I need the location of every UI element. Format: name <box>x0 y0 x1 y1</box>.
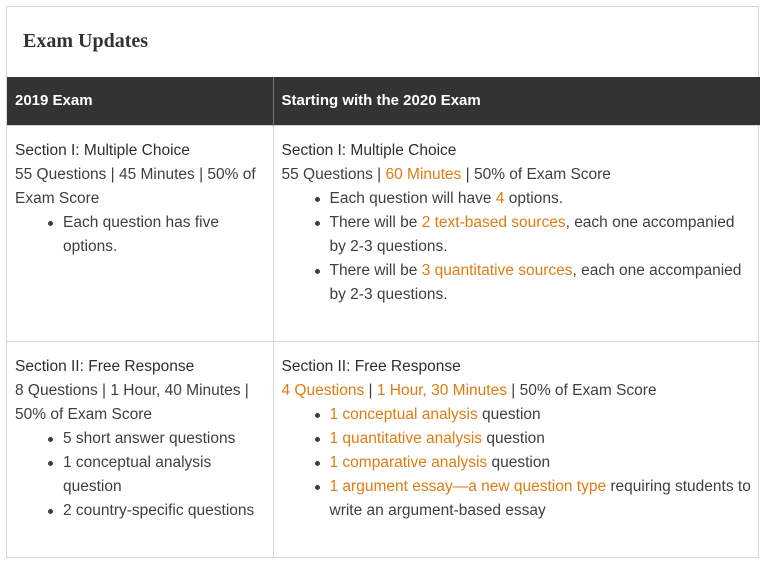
item-text: question <box>482 429 545 447</box>
item-text: There will be <box>329 261 422 279</box>
item-highlight: 1 conceptual analysis <box>329 405 478 423</box>
item-highlight: 1 comparative analysis <box>329 453 488 471</box>
cell-2020-section-1 <box>273 125 760 341</box>
item-text: Each question will have <box>329 189 496 207</box>
bullet-list <box>15 211 265 259</box>
item-highlight: 2 text-based sources <box>421 213 566 231</box>
item-text: options. <box>504 189 564 207</box>
meta-text: 55 Questions | <box>281 165 386 183</box>
item-text: question <box>487 453 551 471</box>
list-item <box>330 403 753 427</box>
section-title: Section I: Multiple Choice <box>15 141 190 159</box>
table-row <box>7 341 760 557</box>
item-text: , each one accompanied by 2-3 questions. <box>329 213 735 255</box>
bullet-list <box>282 403 753 523</box>
section-meta <box>282 379 753 403</box>
list-item: 2 country-specific questions <box>63 499 265 523</box>
list-item: 5 short answer questions <box>63 427 265 451</box>
meta-text: | 50% of Exam Score <box>461 165 611 183</box>
list-item <box>330 475 753 523</box>
section-title: Section I: Multiple Choice <box>281 141 457 159</box>
meta-highlight: 1 Hour, 30 Minutes <box>376 381 507 399</box>
meta-text: | <box>364 381 377 399</box>
cell-2019-section-1 <box>7 125 273 341</box>
table-row <box>7 125 760 341</box>
table-header-row <box>7 77 760 125</box>
item-highlight: 4 <box>495 189 505 207</box>
list-item: 1 conceptual analysis question <box>63 451 265 499</box>
section-meta: 8 Questions | 1 Hour, 40 Minutes | 50% of Exam Score <box>15 381 249 423</box>
meta-text: | 50% of Exam Score <box>506 381 657 399</box>
item-highlight: 3 quantitative sources <box>421 261 573 279</box>
header-2019-exam: 2019 Exam <box>7 77 273 125</box>
list-item <box>330 259 753 307</box>
cell-2019-section-2 <box>7 341 273 557</box>
item-highlight: 1 quantitative analysis <box>329 429 483 447</box>
section-title: Section II: Free Response <box>15 357 195 375</box>
item-highlight: 1 argument essay—a new question type <box>329 477 607 495</box>
item-text: , each one accompanied by 2-3 questions. <box>329 261 742 303</box>
header-2020-exam: Starting with the 2020 Exam <box>273 77 760 125</box>
item-text: question <box>477 405 541 423</box>
section-meta <box>282 163 753 187</box>
list-item <box>330 451 753 475</box>
meta-highlight: 4 Questions <box>281 381 365 399</box>
list-item <box>330 211 753 259</box>
section-title: Section II: Free Response <box>281 357 461 375</box>
meta-highlight: 60 Minutes <box>385 165 462 183</box>
list-item: Each question has five options. <box>63 211 265 259</box>
card-title: Exam Updates <box>23 30 149 52</box>
bullet-list <box>15 427 265 523</box>
bullet-list <box>282 187 753 307</box>
comparison-table <box>7 77 760 557</box>
item-text: requiring students to write an argument-based essay <box>329 477 751 519</box>
section-meta: 55 Questions | 45 Minutes | 50% of Exam Score <box>15 165 256 207</box>
list-item <box>330 187 753 211</box>
exam-updates-card <box>6 6 759 558</box>
list-item <box>330 427 753 451</box>
item-text: There will be <box>329 213 422 231</box>
cell-2020-section-2 <box>273 341 760 557</box>
